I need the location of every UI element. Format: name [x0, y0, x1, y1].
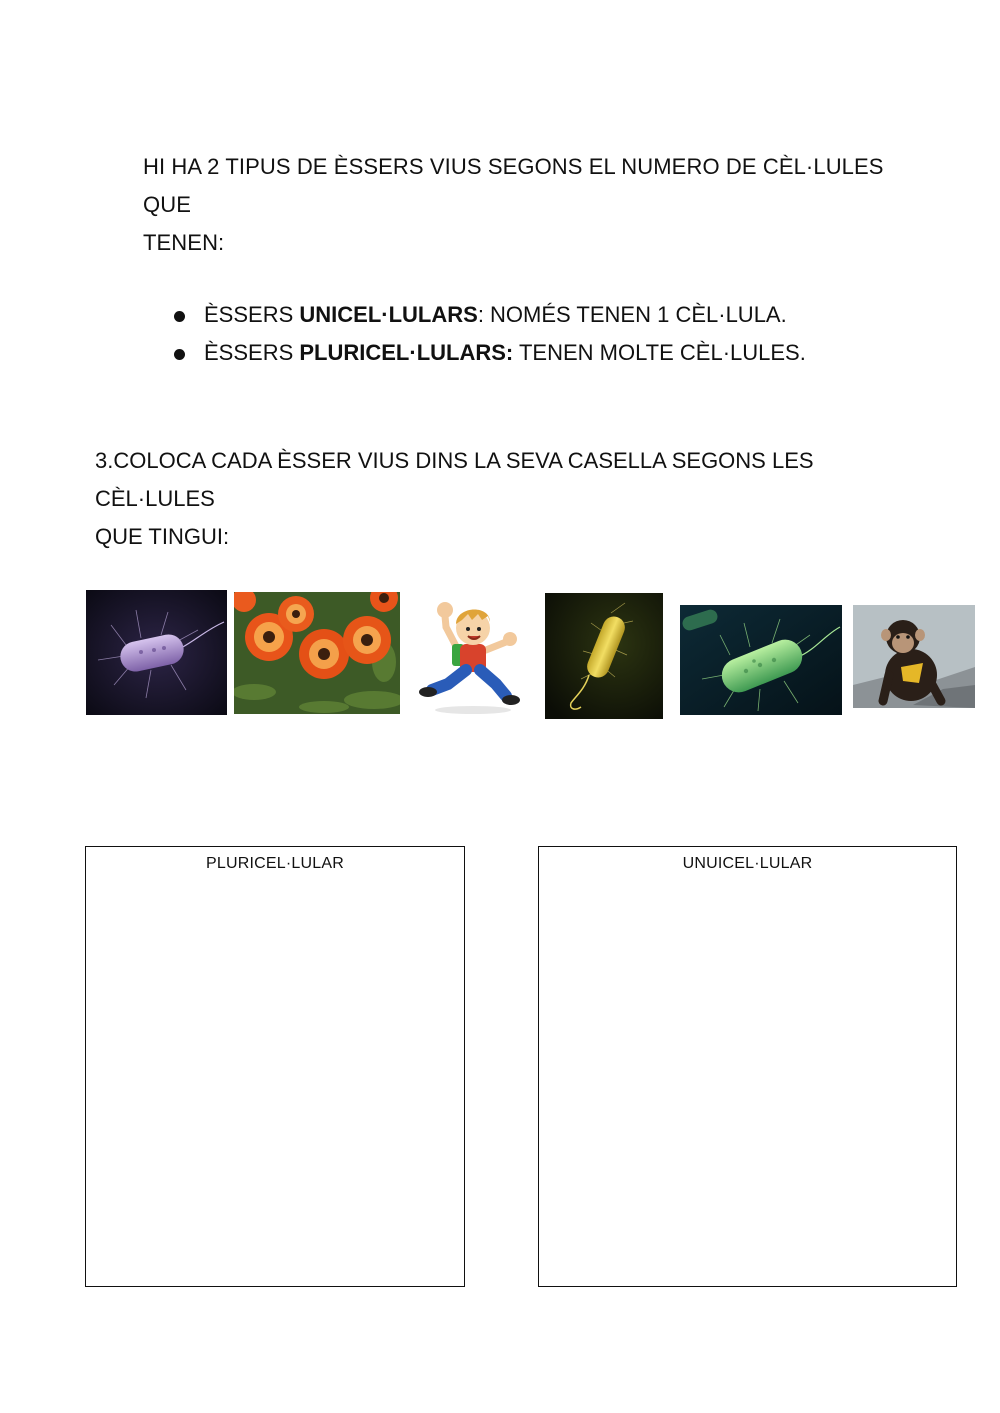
- bullet-icon: [174, 311, 185, 322]
- pluricellular-drop-box[interactable]: [85, 846, 465, 1287]
- jumping-boy-icon[interactable]: [418, 592, 528, 716]
- purple-bacterium-icon[interactable]: [86, 590, 227, 715]
- term-multicellular: PLURICEL·LULARS:: [299, 340, 514, 365]
- definition-list: [172, 296, 932, 372]
- bullet-icon: [174, 349, 185, 360]
- unicellular-drop-box[interactable]: [538, 846, 957, 1287]
- intro-text: [143, 148, 933, 262]
- list-item: ÈSSERS PLURICEL·LULARS: TENEN MOLTE CÈL·LULES.: [172, 334, 932, 372]
- green-bacterium-icon[interactable]: [680, 605, 842, 715]
- yellow-bacterium-icon[interactable]: [545, 593, 663, 719]
- task-line-2: QUE TINGUI:: [95, 524, 230, 549]
- pluricellular-box-label: PLURICEL·LULAR: [206, 855, 344, 872]
- list-item: ÈSSERS UNICEL·LULARS: NOMÉS TENEN 1 CÈL·LULA.: [172, 296, 932, 334]
- unicellular-box-label: UNUICEL·LULAR: [682, 855, 813, 872]
- term-unicellular: UNICEL·LULARS: [299, 302, 478, 327]
- chimpanzee-icon[interactable]: [853, 605, 975, 708]
- intro-line-1: HI HA 2 TIPUS DE ÈSSERS VIUS SEGONS EL NUMERO DE CÈL·LULES QUE: [143, 154, 884, 217]
- task-line-1: 3.COLOCA CADA ÈSSER VIUS DINS LA SEVA CASELLA SEGONS LES CÈL·LULES: [95, 448, 814, 511]
- task-instruction: [95, 442, 935, 556]
- intro-line-2: TENEN:: [143, 230, 225, 255]
- orange-flowers-icon[interactable]: [234, 592, 400, 714]
